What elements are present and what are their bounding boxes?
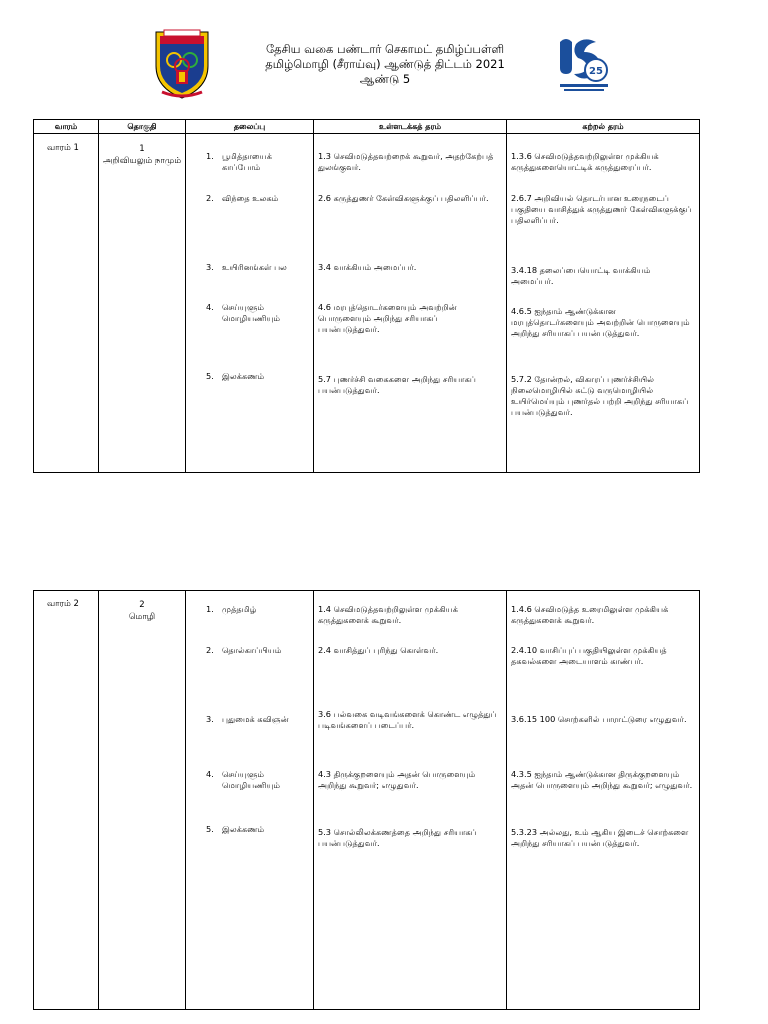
unit-cell bbox=[99, 591, 186, 1010]
learning-standard-item: 2.6.7 அறிவியல் தொடர்பான உரைநடைப் பகுதியை வாசித்துக் கருத்துணர் கேள்விகளுக்குப் பதிலளிப்பர். bbox=[511, 193, 692, 225]
col-header-content-standard: உள்ளடக்கத் தரம் bbox=[314, 120, 507, 134]
theme-item: 5. இலக்கணம் bbox=[206, 824, 265, 834]
content-standard-item: 3.4 வாக்கியம் அமைப்பர். bbox=[318, 262, 417, 272]
learning-standard-cell bbox=[507, 134, 700, 473]
year-label: ஆண்டு 5 bbox=[359, 72, 411, 86]
unit-name: அறிவியலும் நாமும் bbox=[102, 156, 182, 166]
unit-name: மொழி bbox=[128, 612, 156, 622]
content-standard-item: 2.4 வாசித்துப் புரிந்து கொள்வர். bbox=[318, 645, 439, 655]
content-standard-item: 3.6 பல்வகை வடிவங்களைக் கொண்ட எழுத்துப் படிவங்களைப் படைப்பர். bbox=[318, 709, 497, 730]
theme-item: 1. முத்தமிழ் bbox=[206, 604, 257, 614]
col-header-week: வாரம் bbox=[34, 120, 99, 134]
learning-standard-item: 3.4.18 தலைப்பையொட்டி வாக்கியம் அமைப்பர். bbox=[511, 265, 651, 286]
content-standard-item: 2.6 கருத்துணர் கேள்விகளுக்குப் பதிலளிப்பர். bbox=[318, 193, 489, 203]
content-standard-item: 4.3 திருக்குறளையும் அதன் பொருளையும் அறிந்து கூறுவர்; எழுதுவர். bbox=[318, 769, 476, 790]
learning-standard-item: 4.6.5 ஐந்தாம் ஆண்டுக்கான மரபுத்தொடர்களையும் அவற்றின் பொருளையும் அறிந்து சரியாகப் பயன்படுத்துவர். bbox=[511, 306, 690, 338]
content-standard-item: 5.7 புணர்ச்சி வகைகளை அறிந்து சரியாகப் பயன்படுத்துவர். bbox=[318, 374, 476, 395]
col-header-learning-standard: கற்றல் தரம் bbox=[507, 120, 700, 134]
col-header-theme: தலைப்பு bbox=[186, 120, 314, 134]
week-label: வாரம் 2 bbox=[47, 599, 79, 609]
learning-standard-item: 1.4.6 செவிமடுத்த உரைமிலுள்ள முக்கியக் கருத்துகளைக் கூறுவர். bbox=[511, 604, 669, 625]
unit-label bbox=[99, 134, 185, 167]
week-cell bbox=[34, 591, 99, 1010]
school-crest-logo bbox=[150, 26, 214, 100]
theme-item: 4. செய்யுளும் மொழியணியும் bbox=[206, 302, 281, 323]
learning-standard-item: 1.3.6 செவிமடுத்தவற்றிலுள்ள முக்கியக் கருத்துகளையொட்டிக் கருத்துரைப்பர். bbox=[511, 151, 659, 172]
theme-cell bbox=[186, 591, 314, 1010]
yearly-plan-table-week1 bbox=[33, 119, 700, 473]
school-name: தேசிய வகை பண்டார் செகாமட் தமிழ்ப்பள்ளி bbox=[265, 42, 505, 56]
content-standard-cell bbox=[314, 591, 507, 1010]
col-header-unit: தொகுதி bbox=[99, 120, 186, 134]
table-row bbox=[34, 591, 700, 1010]
week-cell bbox=[34, 134, 99, 473]
unit-number: 1 bbox=[139, 144, 145, 154]
theme-cell bbox=[186, 134, 314, 473]
table-header-row bbox=[34, 120, 700, 134]
learning-standard-item: 5.3.23 அல்லது, உம் ஆகிய இடைச் சொற்களை அறிந்து சரியாகப் பயன்படுத்துவர். bbox=[511, 827, 689, 848]
ks25-logo bbox=[556, 34, 612, 94]
document-header bbox=[0, 26, 768, 106]
content-standard-item: 5.3 சொல்லிலக்கணத்தை அறிந்து சரியாகப் பயன்படுத்துவர். bbox=[318, 827, 477, 848]
theme-item: 3. புதுமைக் கவிஞன் bbox=[206, 714, 289, 724]
document-title-block bbox=[220, 42, 550, 87]
content-standard-item: 4.6 மரபுத்தொடர்களையும் அவற்றின் பொருளையும் அறிந்து சரியாகப் பயன்படுத்துவர். bbox=[318, 302, 457, 334]
theme-item: 2. விந்தை உலகம் bbox=[206, 193, 279, 203]
theme-item: 2. தொல்காப்பியம் bbox=[206, 645, 282, 655]
unit-cell bbox=[99, 134, 186, 473]
plan-title: தமிழ்மொழி (சீராய்வு) ஆண்டுத் திட்டம் 2021 bbox=[265, 57, 505, 71]
learning-standard-item: 5.7.2 தோன்றல், விகாரப் புணர்ச்சியில் நிலைமொழியில் சுட்டு வருமொழியில் உயிர்மெய்யும் புணர்தல் பற்றி அறிந்து சரியாகப் பயன்படுத்துவர். bbox=[511, 374, 689, 417]
yearly-plan-table-week2 bbox=[33, 590, 700, 1010]
content-standard-item: 1.3 செவிமடுத்தவற்றைக் கூறுவர், அதற்கேற்பத் துலங்குவர். bbox=[318, 151, 494, 172]
learning-standard-item: 2.4.10 வாசிப்புப் பகுதியிலுள்ள முக்கியத் தகவல்களை அடையாளம் காண்பர். bbox=[511, 645, 667, 666]
learning-standard-item: 3.6.15 100 சொற்களில் பாராட்டுரை எழுதுவர். bbox=[511, 714, 687, 724]
week-label: வாரம் 1 bbox=[47, 143, 79, 153]
content-standard-item: 1.4 செவிமடுத்தவற்றிலுள்ள முக்கியக் கருத்துகளைக் கூறுவர். bbox=[318, 604, 458, 625]
unit-number: 2 bbox=[139, 600, 145, 610]
content-standard-cell bbox=[314, 134, 507, 473]
theme-item: 5. இலக்கணம் bbox=[206, 371, 265, 381]
learning-standard-item: 4.3.5 ஐந்தாம் ஆண்டுக்கான திருக்குறளையும் அதன் பொருளையும் அறிந்து கூறுவர்; எழுதுவர். bbox=[511, 769, 693, 790]
theme-item: 4. செய்யுளும் மொழியணியும் bbox=[206, 769, 281, 790]
ks25-logo-number: 25 bbox=[589, 66, 603, 77]
theme-item: 3. உயிரினங்கள் பல bbox=[206, 262, 287, 272]
theme-item: 1. பூமித்தாயைக் காப்போம் bbox=[206, 151, 272, 172]
table-row bbox=[34, 134, 700, 473]
unit-label bbox=[99, 591, 185, 623]
learning-standard-cell bbox=[507, 591, 700, 1010]
